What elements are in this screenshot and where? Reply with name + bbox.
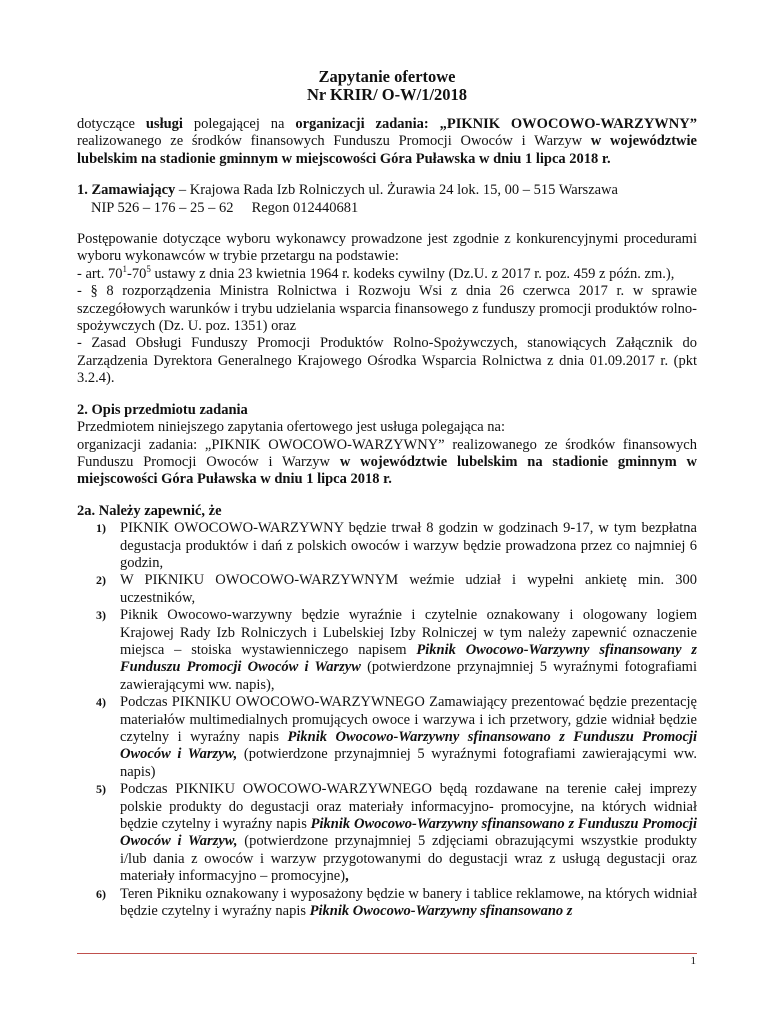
list-item: 2) W PIKNIKU OWOCOWO-WARZYWNYM weźmie udział i wypełni ankietę min. 300 uczestników, [96, 572, 697, 606]
document-page [77, 68, 697, 920]
page-number: 1 [690, 955, 696, 967]
intro-paragraph: dotyczące usługi polegającej na organizacji zadania: „PIKNIK OWOCOWO-WARZYWNY” realizowanego ze środków finansowych Funduszu Promocji Owoców i Warzyw w województwie lubelskim na stadionie gminnym w miejscowości Góra Puławska w dniu 1 lipca 2018 r. [77, 116, 697, 167]
section-2a-heading: 2a. Należy zapewnić, że [77, 502, 222, 519]
procedure-basis-2: - § 8 rozporządzenia Ministra Rolnictwa i Rozwoju Wsi z dnia 26 czerwca 2017 r. w sprawie szczegółowych warunków i trybu udzielania wsparcia finansowego z funduszy promocji produktów rolno-spożywczych (Dz. U. poz. 1351) oraz [77, 283, 697, 335]
section-1: 1. Zamawiający – Krajowa Rada Izb Rolniczych ul. Żurawia 24 lok. 15, 00 – 515 Warszawa [77, 182, 618, 199]
document-number: Nr KRIR/ O-W/1/2018 [306, 85, 468, 104]
section-2-heading: 2. Opis przedmiotu zadania [77, 401, 248, 418]
requirements-list [77, 520, 697, 920]
procedure-intro: Postępowanie dotyczące wyboru wykonawcy prowadzone jest zgodnie z konkurencyjnymi procedurami wyboru wykonawców w trybie przetargu na podstawie: [77, 231, 697, 265]
section-1-heading: 1. Zamawiający [77, 182, 176, 199]
section-1-ids: NIP 526 – 176 – 25 – 62 Regon 012440681 [91, 199, 359, 216]
procedure-basis-1: - art. $70^1-70^5$ ustawy z dnia 23 kwietnia 1964 r. kodeks cywilny (Dz.U. z 2017 r. poz. 459 z późn. zm.), [77, 264, 675, 282]
list-item: 3) Piknik Owocowo-warzywny będzie wyraźnie i czytelnie oznakowany i ologowany logiem Krajowej Rady Izb Rolniczych i Lubelskiej Izby Rolniczej w tym należy zapewnić oznaczenie miejsca – stoiska wystawienniczego napisem Piknik Owocowo-Warzywny sfinansowany z Funduszu Promocji Owoców i Warzyw (potwierdzone przynajmniej 5 wyraźnymi fotografiami zawierającymi ww. napis), [96, 607, 697, 693]
footer-divider [77, 953, 697, 954]
list-item: 5) Podczas PIKNIKU OWOCOWO-WARZYWNEGO będą rozdawane na terenie całej imprezy polskie produkty do degustacji oraz materiały informacyjno- promocyjne, na których widniał będzie czytelny i wyraźny napis Piknik Owocowo-Warzywny sfinansowano z Funduszu Promocji Owoców i Warzyw, (potwierdzone przynajmniej 5 zdjęciami obrazującymi wszystkie produkty i/lub dania z owoców i warzyw przygotowanymi do degustacji wraz z usługą degustacji oraz materiały informacyjno – promocyjne), [96, 781, 697, 885]
section-2-paragraph: organizacji zadania: „PIKNIK OWOCOWO-WARZYWNY” realizowanego ze środków finansowych Funduszu Promocji Owoców i Warzyw w województwie lubelskim na stadionie gminnym w miejscowości Góra Puławska w dniu 1 lipca 2018 r. [77, 436, 698, 488]
list-item: 6) Teren Pikniku oznakowany i wyposażony będzie w banery i tablice reklamowe, na których widniał będzie czytelny i wyraźny napis Piknik Owocowo-Warzywny sfinansowano z [96, 885, 697, 920]
procedure-basis-3: - Zasad Obsługi Funduszy Promocji Produktów Rolno-Spożywczych, stanowiących Załącznik do Zarządzenia Dyrektora Generalnego Krajowego Ośrodka Wsparcia Rolnictwa z dnia 01.09.2017 r. (pkt 3.2.4). [77, 335, 697, 387]
list-item: 1) PIKNIK OWOCOWO-WARZYWNY będzie trwał 8 godzin w godzinach 9-17, w tym bezpłatna degustacja produktów i dań z polskich owoców i warzyw będzie prowadzona przez co najmniej 6 godzin, [96, 520, 697, 571]
section-2-line: Przedmiotem niniejszego zapytania ofertowego jest usługa polegająca na: [77, 419, 505, 436]
list-item: 4) Podczas PIKNIKU OWOCOWO-WARZYWNEGO Zamawiający prezentować będzie prezentację materiałów multimedialnych promujących owoce i warzywa i ich przetwory, gdzie widniał będzie czytelny i wyraźny napis Piknik Owocowo-Warzywny sfinansowano z Funduszu Promocji Owoców i Warzyw, (potwierdzone przynajmniej 5 wyraźnymi fotografiami zawierającymi ww. napis) [96, 694, 698, 780]
document-title: Zapytanie ofertowe [318, 67, 456, 86]
